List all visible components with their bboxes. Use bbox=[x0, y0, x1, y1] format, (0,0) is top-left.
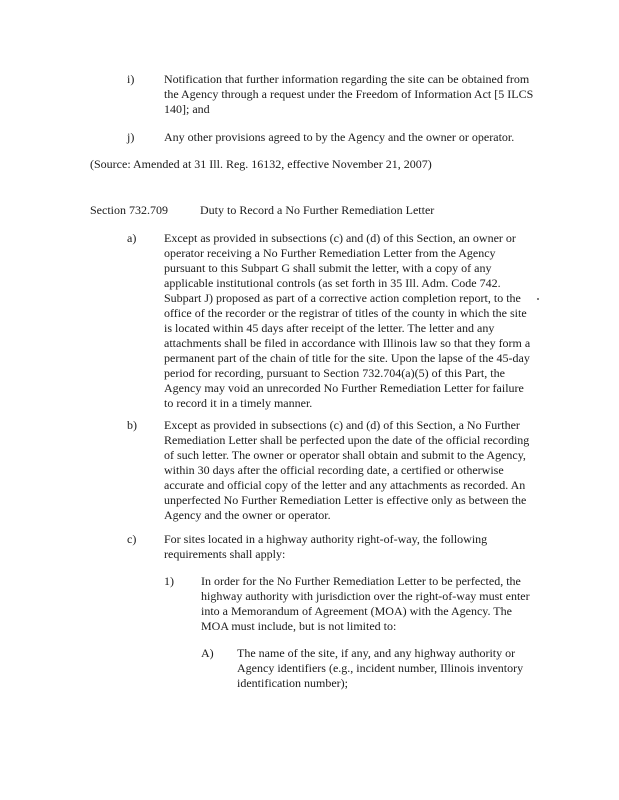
item-label-i: i) bbox=[127, 72, 135, 86]
subitem-text-1: In order for the No Further Remediation Letter to be perfected, the highway authority with jurisdiction over the right-of-way must enter into a Memorandum of Agreement (MOA) with the Agency. The MOA must include, but is not limited to: bbox=[201, 574, 530, 633]
source-note: (Source: Amended at 31 Ill. Reg. 16132, effective November 21, 2007) bbox=[90, 157, 432, 171]
item-label-j: j) bbox=[127, 130, 135, 144]
subsection-label-a: a) bbox=[127, 231, 137, 245]
subitem-text-A: The name of the site, if any, and any highway authority or Agency identifiers (e.g., incident number, Illinois inventory identification number); bbox=[237, 646, 524, 690]
subsection-text-b: Except as provided in subsections (c) and (d) of this Section, a No Further Remediation Letter shall be perfected upon the date of the official recording of such letter. The owner or operator shall obtain and submit to the Agency, within 30 days after the official recording date, a certified or otherwise accurate and official copy of the letter and any attachments as recorded. An unperfected No Further Remediation Letter is effective only as between the Agency and the owner or operator. bbox=[164, 418, 530, 522]
subsection-label-b: b) bbox=[127, 418, 137, 432]
subsection-text-a: Except as provided in subsections (c) and (d) of this Section, an owner or operator receiving a No Further Remediation Letter from the Agency pursuant to this Subpart G shall submit the letter, with a copy of any applicable institutional controls (as set forth in 35 Ill. Adm. Code 742. Subpart J) proposed as part of a corrective action completion report, to the office of the recorder or the registrar of titles of the county in which the site is located within 45 days after receipt of the letter. The letter and any attachments shall be filed in accordance with Illinois law so that they form a permanent part of the chain of title for the site. Upon the lapse of the 45-day period for recording, pursuant to Section 732.704(a)(5) of this Part, the Agency may void an unrecorded No Further Remediation Letter for failure to record it in a timely manner. bbox=[164, 231, 531, 410]
subitem-label-1: 1) bbox=[164, 574, 174, 588]
item-text-j: Any other provisions agreed to by the Agency and the owner or operator. bbox=[164, 130, 515, 144]
subsection-label-c: c) bbox=[127, 532, 137, 546]
scan-speck bbox=[537, 298, 539, 300]
subitem-label-A: A) bbox=[201, 646, 214, 660]
section-number: Section 732.709 bbox=[90, 203, 168, 217]
item-text-i: Notification that further information regarding the site can be obtained from the Agency through a request under the Freedom of Information Act [5 ILCS 140]; and bbox=[164, 72, 534, 116]
section-title: Duty to Record a No Further Remediation Letter bbox=[200, 203, 435, 217]
subsection-text-c: For sites located in a highway authority right-of-way, the following requirements shall apply: bbox=[164, 532, 488, 561]
